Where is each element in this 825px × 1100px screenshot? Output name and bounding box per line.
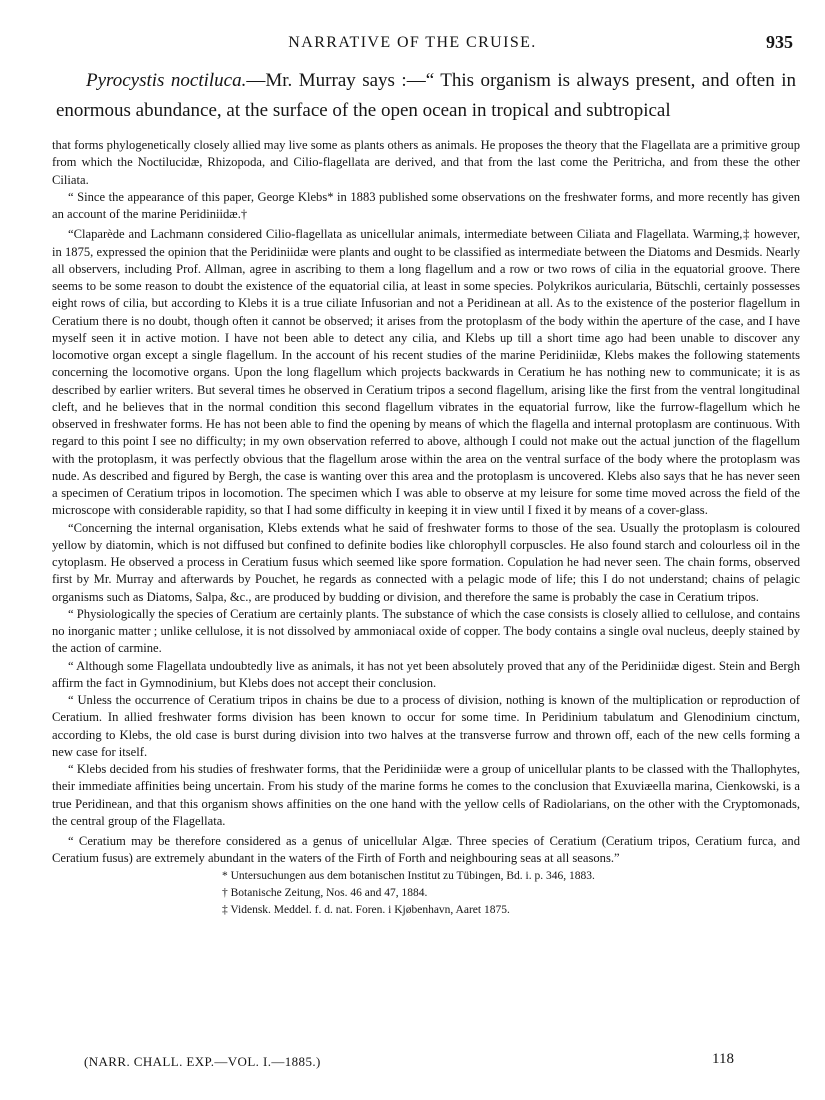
footnote-1: * Untersuchungen aus dem botanischen Institut zu Tübingen, Bd. i. p. 346, 1883. [222, 869, 595, 882]
paragraph-8: “ Klebs decided from his studies of freshwater forms, that the Peridiniidæ were a group of unicellular plants to be classed with the Thallophytes, their immediate affinities being uncertain. From his study of the marine forms he comes to the conclusion that Exuviæella marina, Cienkowski, is a true Peridinean, and that this organism shows affinities on the one hand with the yellow cells of Radiolarians, on the other with the Cryptomonads, the central group of the Flagellata. [52, 762, 800, 828]
signature-number: 118 [712, 1051, 734, 1067]
paragraph-1: that forms phylogenetically closely allied may live some as plants others as animals. He proposes the theory that the Flagellata are a primitive group from which the Noctilucidæ, Rhizopoda, and Cilio-flagellata are derived, and that from the last come the Peritricha, and from these the other Ciliata. [52, 138, 800, 187]
paragraph-5: “ Physiologically the species of Ceratium are certainly plants. The substance of which the case consists is closely allied to cellulose, and contains no inorganic matter ; unlike cellulose, it is not dissolved by ammoniacal oxide of copper. The body contains a single oval nucleus, deeply stained by the action of carmine. [52, 606, 800, 656]
paragraph-7: “ Unless the occurrence of Ceratium tripos in chains be due to a process of division, nothing is known of the multiplication or reproduction of Ceratium. In allied freshwater forms division has been known to occur for some time. In Peridinium tabulatum and Glenodinium cinctum, according to Klebs, the old case is burst during division into two halves at the transverse furrow and thrown off, each of the new cells forming a new case for itself. [52, 693, 800, 759]
page-header [0, 34, 825, 56]
paragraph-6: “ Although some Flagellata undoubtedly live as animals, it has not yet been absolutely proved that any of the Peridiniidæ digest. Stein and Bergh affirm the fact in Gymnodinium, but Klebs does not accept their conclusion. [52, 658, 800, 690]
footnote-2: † Botanische Zeitung, Nos. 46 and 47, 1884. [222, 886, 428, 899]
intro-text: —Mr. Murray says :—“ This organism is always present, and often in enormous abundance, at the surface of the open ocean in tropical and subtropical [56, 70, 796, 121]
paragraph-2: “ Since the appearance of this paper, George Klebs* in 1883 published some observations on the freshwater forms, and more recently has given an account of the marine Peridiniidæ.† [52, 189, 800, 221]
paragraph-4: “Concerning the internal organisation, Klebs extends what he said of freshwater forms to those of the sea. Usually the protoplasm is coloured yellow by diatomin, which is not diffused but confined to definite bodies like chlorophyll corpuscles. He also found starch and colourless oil in the cytoplasm. He observed a process in Ceratium fusus which seemed like spore formation. Copulation he had never seen. The chain forms, observed first by Mr. Murray and afterwards by Pouchet, he regards as connected with a pelagic mode of life; this I do not understand; chains of pelagic organisms such as Diatoms, Salpa, &c., are produced by budding or division, and therefore the same is probably the case in Ceratium tripos. [52, 520, 800, 604]
body-text [52, 137, 800, 919]
page-number: 935 [766, 32, 793, 52]
species-name: Pyrocystis noctiluca. [86, 70, 247, 91]
intro-paragraph [56, 66, 796, 126]
paragraph-9: “ Ceratium may be therefore considered as a genus of unicellular Algæ. Three species of Ceratium (Ceratium tripos, Ceratium furca, and Ceratium fusus) are extremely abundant in the waters of the Firth of Forth and neighbouring seas at all seasons.” [52, 834, 800, 866]
signature-line: (NARR. CHALL. EXP.—VOL. I.—1885.) [84, 1054, 321, 1069]
footnotes [222, 868, 800, 919]
running-title: NARRATIVE OF THE CRUISE. [288, 34, 537, 51]
paragraph-3: “Claparède and Lachmann considered Cilio-flagellata as unicellular animals, intermediate between Ciliata and Flagellata. Warming,‡ however, in 1875, expressed the opinion that the Peridiniidæ were plants and ought to be classified as intermediate between the Diatoms and Desmids. Nearly all observers, including Prof. Allman, agree in ascribing to them a long flagellum and a row or two rows of cilia in the equatorial groove. There seems to be some reason to doubt the existence of the equatorial cilia, at least in some species. Polykrikos auricularia, Bütschli, certainly possesses eight rows of cilia, but according to Klebs it is a true ciliate Infusorian and not a Peridinean at all. As to the existence of the posterior flagellum in Ceratium there is no doubt, though often it cannot be observed; it arises from the protoplasm of the body within the aperture of the case, and I have myself seen it in active motion. I have not been able to detect any cilia, and Klebs up till a short time ago had been unable to discover any locomotive organ except a single flagellum. In the account of his recent studies of the marine Peridiniidæ, Klebs makes the following statements concerning the locomotive organs. Upon the long flagellum which projects backwards in Ceratium he has nothing new to communicate; it is as described by earlier writers. But several times he observed in Ceratium tripos a second flagellum, arising like the first from the ventral longitudinal cleft, and he believes that in the normal condition this second flagellum vibrates in the equatorial furrow, like the furrow-flagellum which he observed in freshwater forms. He has not been able to find the opening by means of which the flagella and internal protoplasm are continuous. With regard to this point I see no difficulty; in my own observation referred to above, although I could not make out the actual junction of the flagellum with the protoplasm, it was perfectly obvious that the flagellum arose within the area on the ventral surface of the body where the protoplasm was nude. As described and figured by Bergh, the case is wanting over this area and the protoplasm is uncovered. Klebs also says that he has never seen a specimen of Ceratium tripos in locomotion. The specimen which I was able to observe at my leisure for some time moved across the field of the microscope with considerable rapidity, so that I had some difficulty in keeping it in view until I fixed it by means of a cover-glass. [52, 227, 800, 518]
footnote-3: ‡ Vidensk. Meddel. f. d. nat. Foren. i Kjøbenhavn, Aaret 1875. [222, 903, 510, 916]
